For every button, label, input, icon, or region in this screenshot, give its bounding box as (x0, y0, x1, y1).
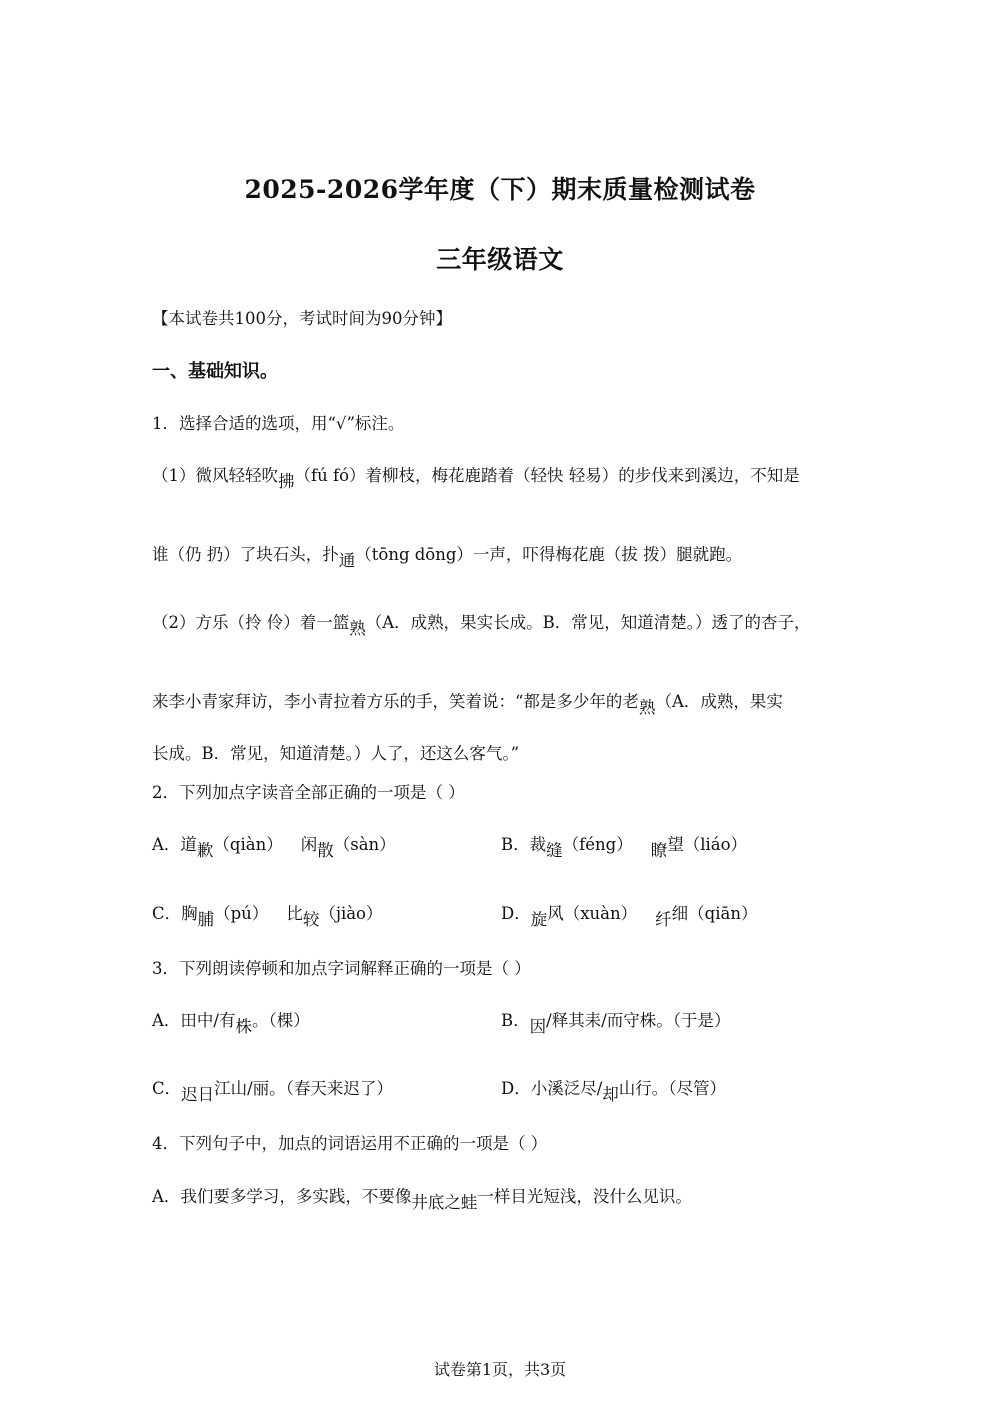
q1-p1-line1: （1）微风轻轻吹拂（fú fó）着柳枝，梅花鹿踏着（轻快 轻易）的步伐来到溪边，不知是 (152, 466, 800, 491)
q3-option-c: C．迟日江山/丽。（春天来迟了） (152, 1079, 393, 1104)
page-footer: 试卷第1页，共3页 (433, 1360, 567, 1379)
q3-option-d: D．小溪泛尽/却山行。（尽管） (501, 1079, 727, 1104)
q1-p2-line2: 来李小青家拜访，李小青拉着方乐的手，笑着说：“都是多少年的老熟（A．成熟，果实 (152, 692, 783, 717)
q3-option-a: A．田中/有株。（棵） (152, 1011, 310, 1036)
exam-subtitle: 三年级语文 (436, 245, 564, 274)
q2-option-b: B．裁缝（féng） 瞭望（liáo） (501, 835, 748, 860)
q3-stem: 3．下列朗读停顿和加点字词解释正确的一项是（ ） (152, 959, 531, 978)
exam-title: 2025-2026学年度（下）期末质量检测试卷 (244, 175, 756, 204)
q2-option-a: A．道歉（qiàn） 闲散（sàn） (152, 835, 396, 860)
section-heading: 一、基础知识。 (152, 361, 278, 382)
q1-p2-line1: （2）方乐（拎 伶）着一篮熟（A．成熟，果实长成。B．常见，知道清楚。）透了的杏子， (152, 613, 811, 638)
q1-p2-line3: 长成。B．常见，知道清楚。）人了，还这么客气。” (152, 744, 520, 763)
q2-stem: 2．下列加点字读音全部正确的一项是（ ） (152, 783, 465, 802)
q1-stem: 1．选择合适的选项，用“√”标注。 (152, 414, 405, 433)
dotted-char: 通 (338, 551, 356, 570)
q1-p1-line2: 谁（仍 扔）了块石头，扑通（tōng dōng）一声，吓得梅花鹿（拔 拨）腿就跑。 (152, 545, 743, 570)
dotted-char: 熟 (638, 698, 656, 717)
q4-stem: 4．下列句子中，加点的词语运用不正确的一项是（ ） (152, 1134, 548, 1153)
q2-option-c: C．胸脯（pú） 比较（jiào） (152, 904, 383, 929)
dotted-char: 熟 (349, 619, 366, 638)
q3-option-b: B．因/释其耒/而守株。（于是） (501, 1011, 731, 1036)
exam-note: 【本试卷共100分，考试时间为90分钟】 (152, 309, 452, 328)
dotted-char: 拂 (278, 472, 295, 491)
q2-option-d: D．旋风（xuàn） 纤细（qiān） (501, 904, 758, 929)
q4-option-a: A．我们要多学习，多实践，不要像井底之蛙一样目光短浅，没什么见识。 (152, 1187, 692, 1212)
